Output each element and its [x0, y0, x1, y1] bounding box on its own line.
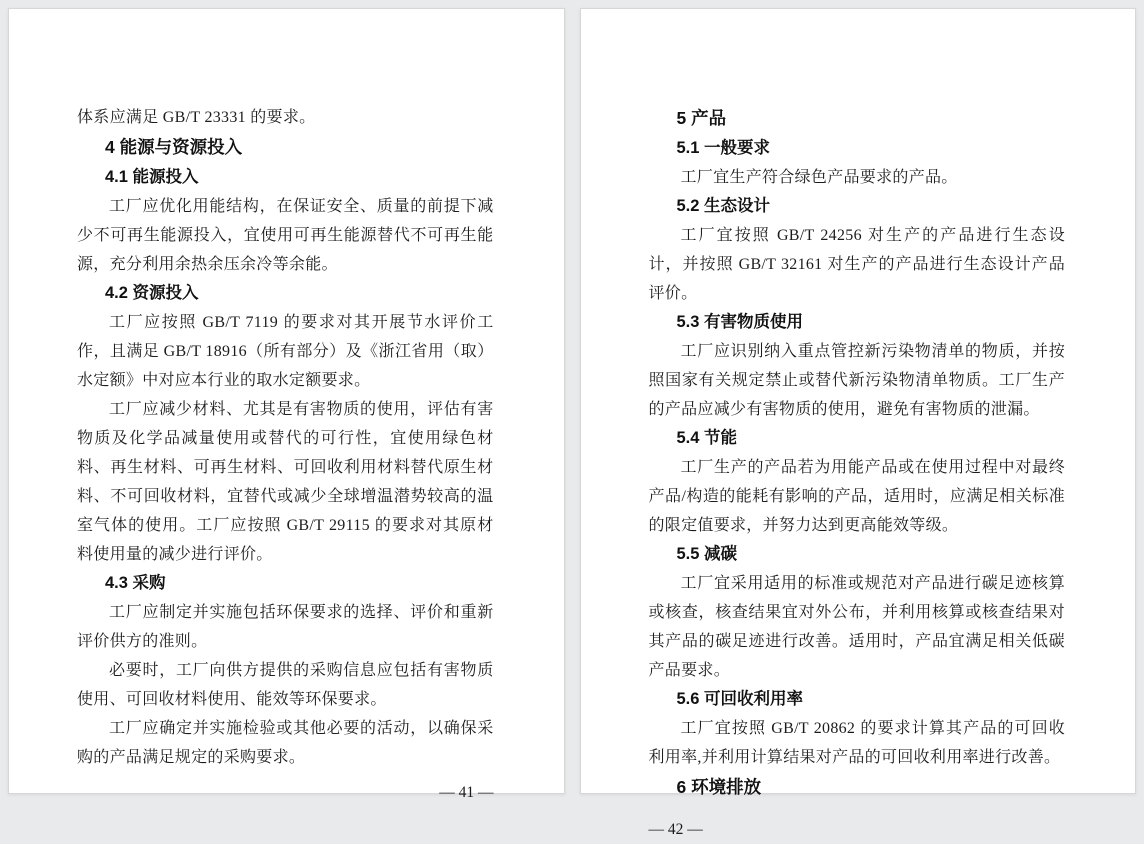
body-paragraph: 工厂应按照 GB/T 7119 的要求对其开展节水评价工作，且满足 GB/T 18916（所有部分）及《浙江省用（取）水定额》中对应本行业的取水定额要求。: [77, 314, 494, 389]
body-paragraph: 工厂宜按照 GB/T 24256 对生产的产品进行生态设计，并按照 GB/T 32161 对生产的产品进行生态设计产品评价。: [648, 227, 1065, 302]
subsection-heading: 5.6 可回收利用率: [676, 690, 804, 708]
body-paragraph: 工厂应制定并实施包括环保要求的选择、评价和重新评价供方的准则。: [77, 604, 494, 650]
page-41: [8, 8, 565, 801]
section-heading: 5 产品: [676, 108, 727, 128]
subsection-heading: 5.4 节能: [676, 429, 738, 447]
section-heading: 6 环境排放: [676, 777, 762, 797]
subsection-heading: 4.1 能源投入: [105, 168, 199, 186]
page-number: — 41 —: [439, 784, 494, 801]
body-paragraph: 必要时，工厂向供方提供的采购信息应包括有害物质使用、可回收材料使用、能效等环保要求。: [77, 662, 494, 708]
subsection-heading: 5.3 有害物质使用: [676, 313, 804, 331]
subsection-heading: 4.2 资源投入: [105, 284, 199, 302]
section-heading: 4 能源与资源投入: [105, 137, 243, 157]
subsection-heading: 4.3 采购: [105, 574, 166, 592]
subsection-heading: 5.1 一般要求: [676, 139, 771, 157]
body-paragraph: 工厂应优化用能结构，在保证安全、质量的前提下减少不可再生能源投入，宜使用可再生能源替代不可再生能源，充分利用余热余压余冷等余能。: [77, 198, 494, 273]
body-paragraph: 工厂宜采用适用的标准或规范对产品进行碳足迹核算或核查，核查结果宜对外公布，并利用核算或核查结果对其产品的碳足迹进行改善。适用时，产品宜满足相关低碳产品要求。: [648, 575, 1065, 679]
body-paragraph: 工厂应确定并实施检验或其他必要的活动，以确保采购的产品满足规定的采购要求。: [77, 720, 494, 766]
body-paragraph: 工厂应减少材料、尤其是有害物质的使用，评估有害物质及化学品减量使用或替代的可行性，宜使用绿色材料、再生材料、可再生材料、可回收利用材料替代原生材料、不可回收材料，宜替代或减少全球增温潜势较高的温室气体的使用。工厂应按照 GB/T 29115 的要求对其原材料使用量的减少进行评价。: [77, 401, 494, 563]
page-42: [580, 8, 1137, 838]
body-paragraph: 体系应满足 GB/T 23331 的要求。: [77, 109, 316, 126]
page-number: — 42 —: [648, 821, 703, 838]
body-paragraph: 工厂宜按照 GB/T 20862 的要求计算其产品的可回收利用率,并利用计算结果对产品的可回收利用率进行改善。: [648, 720, 1065, 766]
subsection-heading: 5.5 减碳: [676, 545, 738, 563]
body-paragraph: 工厂宜生产符合绿色产品要求的产品。: [680, 169, 958, 186]
subsection-heading: 5.2 生态设计: [676, 197, 771, 215]
body-paragraph: 工厂生产的产品若为用能产品或在使用过程中对最终产品/构造的能耗有影响的产品，适用时，应满足相关标准的限定值要求，并努力达到更高能效等级。: [648, 459, 1065, 534]
body-paragraph: 工厂应识别纳入重点管控新污染物清单的物质，并按照国家有关规定禁止或替代新污染物清单物质。工厂生产的产品应减少有害物质的使用，避免有害物质的泄漏。: [648, 343, 1065, 418]
